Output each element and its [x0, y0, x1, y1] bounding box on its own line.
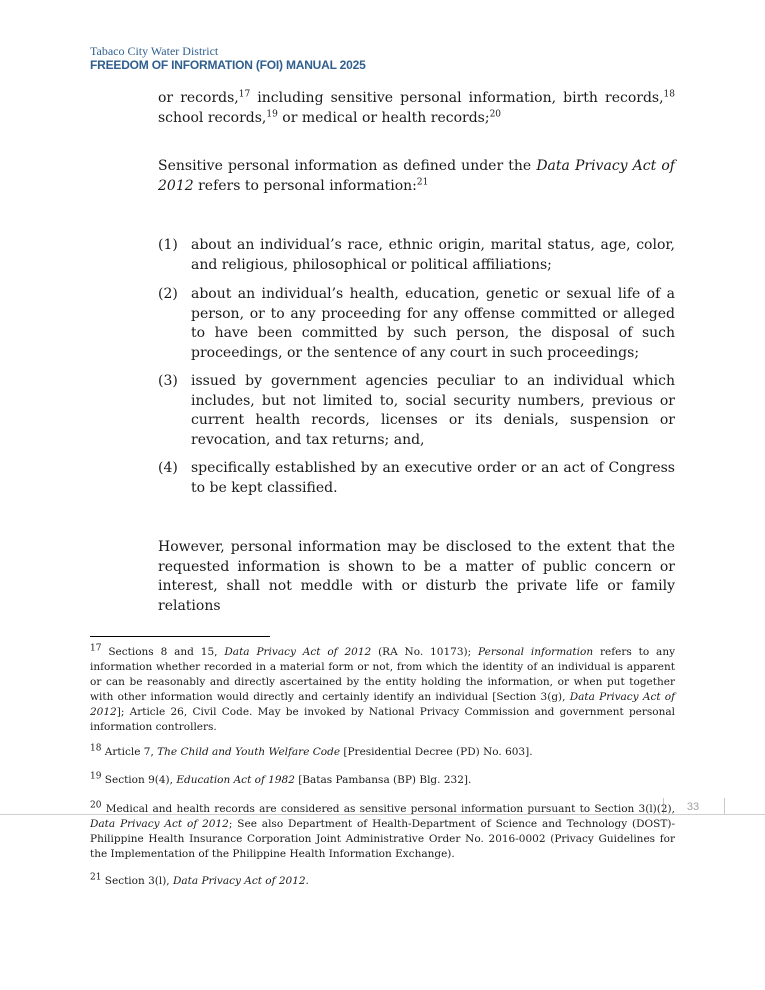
footnote-17: $^{17}$ Sections 8 and 15, Data Privacy Act of 2012 (RA No. 10173); Personal information refers to any information whether recorded in a material form or not, from which the identity of an individual is apparent or can be reasonably and directly ascertained by the entity holding the information, or when put together with other information would directly and certainly identify an individual [Section 3(g), Data Privacy Act of 2012]; Article 26, Civil Code. May be invoked by National Privacy Commission and government personal information controllers.	[90, 643, 676, 733]
list-item	[158, 459, 675, 498]
footnote-21: $^{21}$ Section 3(l), Data Privacy Act of 2012.	[90, 872, 309, 887]
list-item	[158, 285, 675, 363]
list-item-number: (3)	[158, 373, 178, 389]
list-item-number: (2)	[158, 286, 178, 302]
page-header	[90, 44, 366, 73]
footnote-separator	[90, 636, 270, 637]
header-organization: Tabaco City Water District	[90, 44, 219, 58]
footnote-20: $^{20}$ Medical and health records are considered as sensitive personal information pursuant to Section 3(l)(2), Data Privacy Act of 2012; See also Department of Health-Department of Science and Technology (DOST)-Philippine Health Insurance Corporation Joint Administrative Order No. 2016-0002 (Privacy Guidelines for the Implementation of the Philippine Health Information Exchange).	[90, 800, 675, 860]
list-item-text: issued by government agencies peculiar to an individual which includes, but not limited to, social security numbers, previous or current health records, licenses or its denials, suspension or revocation, and tax returns; and,	[191, 373, 675, 448]
footnote-ref-18[interactable]: 18	[663, 89, 675, 100]
header-manual-title: FREEDOM OF INFORMATION (FOI) MANUAL 2025	[90, 58, 366, 72]
list-item	[158, 372, 675, 450]
footnote-ref-17[interactable]: 17	[238, 89, 251, 100]
list-item-text: about an individual’s health, education, genetic or sexual life of a person, or to any proceeding for any offense committed or alleged to have been committed by such person, the disposal of such proceedings, or the sentence of any court in such proceedings;	[191, 286, 675, 361]
footnote-ref-20[interactable]: 20	[489, 108, 502, 119]
footnote-19: $^{19}$ Section 9(4), Education Act of 1982 [Batas Pambansa (BP) Blg. 232].	[90, 771, 472, 786]
footnote-18: $^{18}$ Article 7, The Child and Youth Welfare Code [Presidential Decree (PD) No. 603].	[90, 743, 533, 758]
paragraph-records: or records,$^{17}$ including sensitive personal information, birth records,$^{18}$ school records,$^{19}$ or medical or health records;$^{20}$	[158, 89, 675, 126]
list-item	[158, 236, 675, 275]
paragraph-disclosure: However, personal information may be disclosed to the extent that the requested information is shown to be a matter of public concern or interest, shall not meddle with or disturb the private life or family relations	[158, 539, 675, 614]
footnote-ref-19[interactable]: 19	[266, 108, 278, 119]
footnote-ref-21[interactable]: 21	[416, 176, 429, 187]
list-item-text: about an individual’s race, ethnic origin, marital status, age, color, and religious, philosophical or political affiliations;	[191, 237, 675, 273]
list-item-number: (4)	[158, 460, 178, 476]
list-item-text: specifically established by an executive order or an act of Congress to be kept classified.	[191, 460, 675, 496]
paragraph-sensitive-definition: Sensitive personal information as defined under the Data Privacy Act of 2012 refers to personal information:$^{21}$	[158, 158, 675, 194]
page-number: 33	[686, 801, 700, 813]
list-item-number: (1)	[158, 237, 178, 253]
